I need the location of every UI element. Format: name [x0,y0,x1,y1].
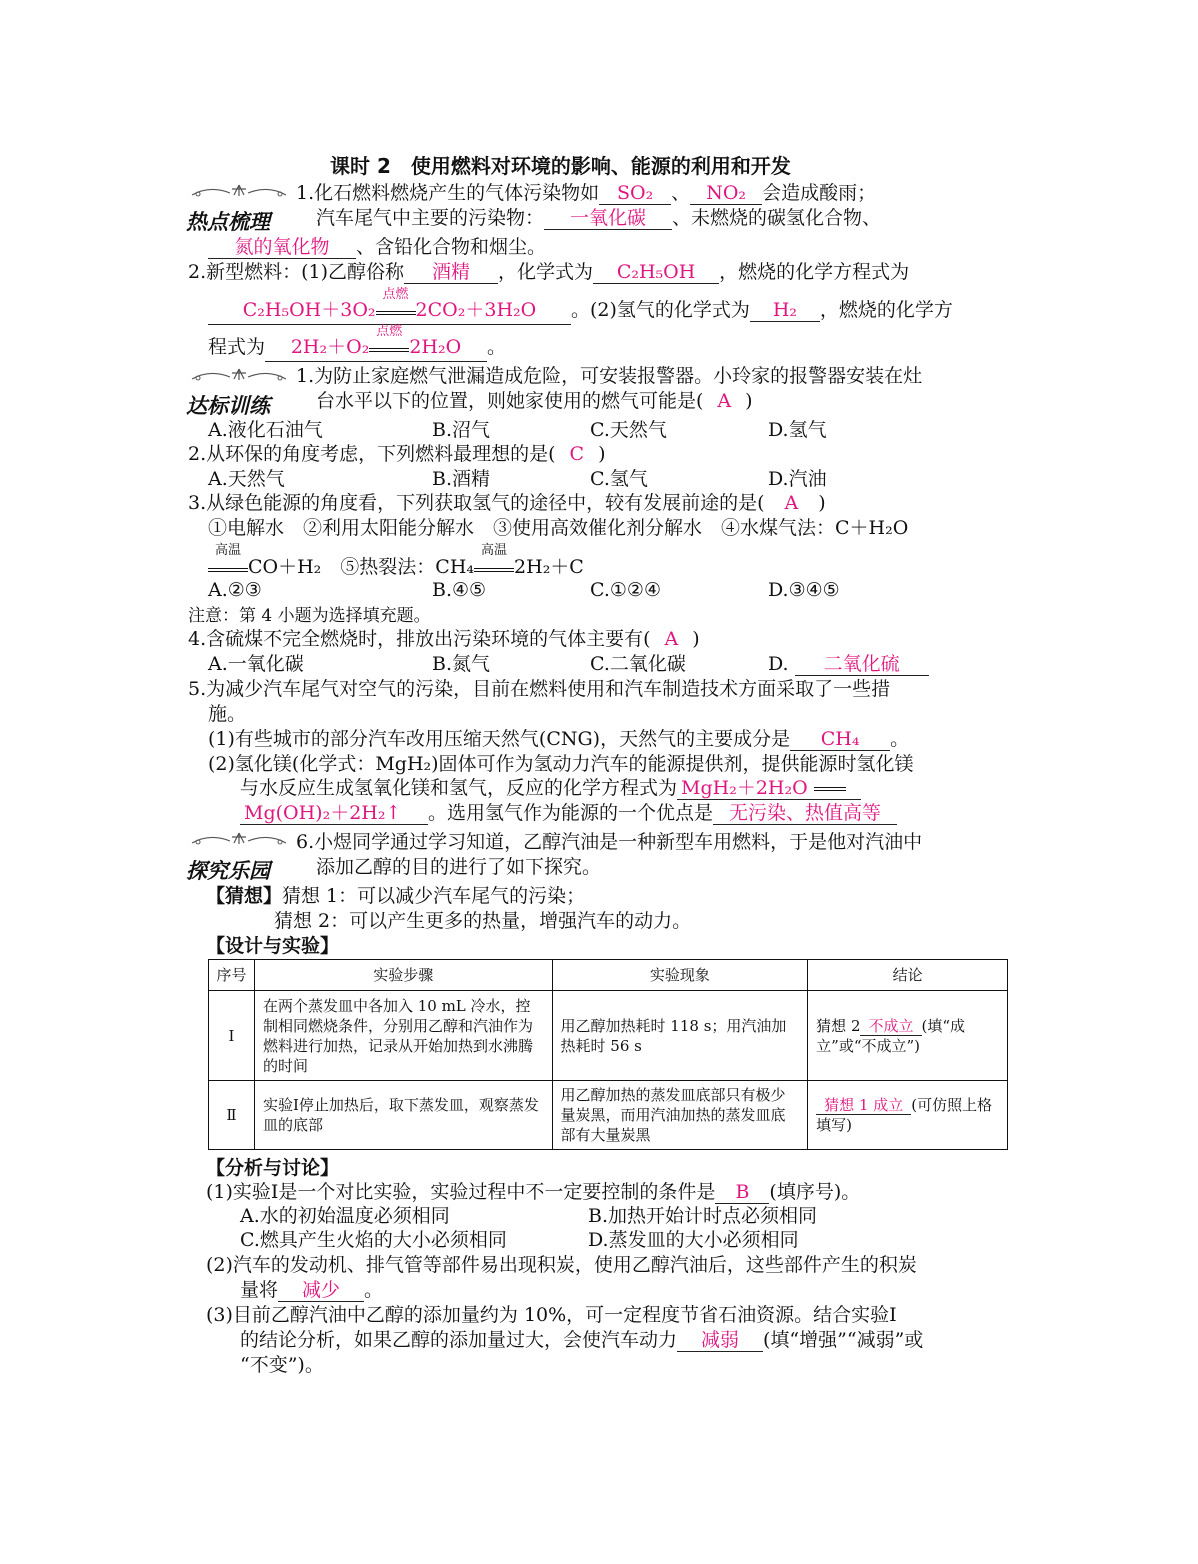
table-header: 序号 [209,960,255,991]
q4-d-answer: 二氧化硫 [795,653,929,676]
section-heading-train: 达标训练 [186,394,270,418]
q1-line-a: 1.为防止家庭燃气泄漏造成危险，可安装报警器。小玲家的报警器安装在灶 [296,365,923,387]
table-row [209,991,1008,1081]
q2-answer: C [569,443,585,465]
q6-line-a: 6.小煜同学通过学习知道，乙醇汽油是一种新型车用燃料，于是他对汽油中 [296,831,923,853]
table-header: 实验现象 [552,960,808,991]
answer-no2: NO₂ [690,182,762,205]
q6-line-b: 添加乙醇的目的进行了如下探究。 [316,856,602,878]
answer-co: 一氧化碳 [544,207,672,230]
answer-h2: H₂ [750,299,820,322]
q5-2-equation-a: MgH₂＋2H₂O [677,777,861,800]
q5-1-line: (1)有些城市的部分汽车改用压缩天然气(CNG)，天然气的主要成分是 CH₄ 。 [208,728,910,750]
hot-line-3: 氮的氧化物 、含铅化合物和烟尘。 [208,235,546,259]
answer-h2-equation: 2H₂＋O₂ 点燃 2H₂O [265,336,487,362]
q5-line-b: 施。 [208,703,247,725]
analysis-label: 【分析与讨论】 [206,1157,340,1179]
q5-2-advantage-answer: 无污染、热值高等 [713,802,897,825]
section-heading-explore: 探究乐园 [186,859,270,883]
table-cell-obs: 用乙醇加热耗时 118 s；用汽油加热耗时 56 s [552,991,808,1081]
section-heading-hot: 热点梳理 [186,210,270,234]
q3-items: ①电解水 ②利用太阳能分解水 ③使用高效催化剂分解水 ④水煤气法：C＋H₂O [208,517,909,539]
design-label: 【设计与实验】 [206,935,340,957]
page-title: 课时 2 使用燃料对环境的影响、能源的利用和开发 [330,154,791,178]
answer-alcohol: 酒精 [404,261,498,284]
analysis-1-answer: B [715,1181,769,1204]
table-header-row [209,960,1008,991]
analysis-3-line-a: (3)目前乙醇汽油中乙醇的添加量约为 10%，可一定程度节省石油资源。结合实验Ⅰ [206,1304,897,1326]
table-header: 实验步骤 [254,960,552,991]
guess-line-2: 猜想 2：可以产生更多的热量，增强汽车的动力。 [274,910,692,932]
table-cell-concl: 猜想 1 成立 (可仿照上格填写) [808,1081,1008,1150]
table-cell-no: Ⅱ [209,1081,255,1150]
table-cell-obs: 用乙醇加热的蒸发皿底部只有极少量炭黑，而用汽油加热的蒸发皿底部有大量炭黑 [552,1081,808,1150]
concl-2-answer: 猜想 1 成立 [816,1096,911,1115]
hot-line-6: 程式为 2H₂＋O₂ 点燃 2H₂O 。 [208,335,506,362]
q4-line: 4.含硫煤不完全燃烧时，排放出污染环境的气体主要有( A ) [188,628,700,650]
q1-answer: A [717,390,732,412]
q5-2-line-a: (2)氢化镁(化学式：MgH₂)固体可作为氢动力汽车的能源提供剂，提供能源时氢化镁 [208,753,914,775]
table-header: 结论 [808,960,1008,991]
table-row [209,1081,1008,1150]
table-cell-concl: 猜想 2 不成立 (填“成立”或“不成立”) [808,991,1008,1081]
q2-line: 2.从环保的角度考虑，下列燃料最理想的是( C ) [188,443,606,465]
table-cell-no: Ⅰ [209,991,255,1081]
answer-ethanol-formula: C₂H₅OH [593,261,719,284]
hot-line-5: C₂H₅OH＋3O₂ 点燃 2CO₂＋3H₂O 。(2)氢气的化学式为 H₂ ，燃烧的化学方 [208,298,953,325]
q3-line: 3.从绿色能源的角度看，下列获取氢气的途径中，较有发展前途的是( A ) [188,492,826,514]
analysis-2-line-b: 量将 减少 。 [240,1279,384,1301]
table-cell-step: 实验Ⅰ停止加热后，取下蒸发皿，观察蒸发皿的底部 [254,1081,552,1150]
answer-nox: 氮的氧化物 [208,236,356,259]
q1-line-b: 台水平以下的位置，则她家使用的燃气可能是( A ) [316,390,753,412]
q3-answer: A [784,492,799,514]
q5-line-a: 5.为减少汽车尾气对空气的污染，目前在燃料使用和汽车制造技术方面采取了一些措 [188,678,891,700]
answer-so2: SO₂ [599,182,671,205]
hot-line-4: 2.新型燃料：(1)乙醇俗称 酒精 ，化学式为 C₂H₅OH ，燃烧的化学方程式为 [188,261,910,283]
experiment-table [208,959,1008,1150]
analysis-3-line-c: “不变”)。 [240,1354,324,1376]
answer-ethanol-equation: C₂H₅OH＋3O₂ 点燃 2CO₂＋3H₂O [208,299,571,325]
section-ornament-icon [190,183,288,199]
guess-line-1: 【猜想】猜想 1：可以减少汽车尾气的污染； [206,885,586,907]
q3-items-line2: 高温 CO＋H₂ ⑤热裂法：CH₄ 高温 2H₂＋C [208,555,584,582]
analysis-3-answer: 减弱 [677,1329,763,1352]
analysis-2-line-a: (2)汽车的发动机、排气管等部件易出现积炭，使用乙醇汽油后，这些部件产生的积炭 [206,1254,917,1276]
section-ornament-icon [190,367,288,383]
q5-2-equation-b: Mg(OH)₂＋2H₂↑ [240,802,428,825]
table-cell-step: 在两个蒸发皿中各加入 10 mL 冷水，控制相同燃烧条件，分别用乙醇和汽油作为燃料进行加热，记录从开始加热到水沸腾的时间 [254,991,552,1081]
note-text: 注意：第 4 小题为选择填充题。 [188,606,431,626]
q5-2-line-b: 与水反应生成氢氧化镁和氢气，反应的化学方程式为 MgH₂＋2H₂O [240,776,861,800]
analysis-2-answer: 减少 [278,1279,364,1302]
analysis-1-line: (1)实验Ⅰ是一个对比实验，实验过程中不一定要控制的条件是 B (填序号)。 [206,1181,861,1203]
q5-1-answer: CH₄ [790,728,890,751]
hot-line-2: 汽车尾气中主要的污染物： 一氧化碳 、未燃烧的碳氢化合物、 [316,207,882,229]
hot-line-1: 1.化石燃料燃烧产生的气体污染物如 SO₂ 、 NO₂ 会造成酸雨； [296,182,877,204]
analysis-3-line-b: 的结论分析，如果乙醇的添加量过大，会使汽车动力 减弱 (填“增强”“减弱”或 [240,1329,924,1351]
concl-1-answer: 不成立 [860,1017,921,1036]
q4-answer: A [664,628,679,650]
section-ornament-icon [190,831,288,847]
q5-2-line-c: Mg(OH)₂＋2H₂↑ 。选用氢气作为能源的一个优点是 无污染、热值高等 [240,801,897,825]
